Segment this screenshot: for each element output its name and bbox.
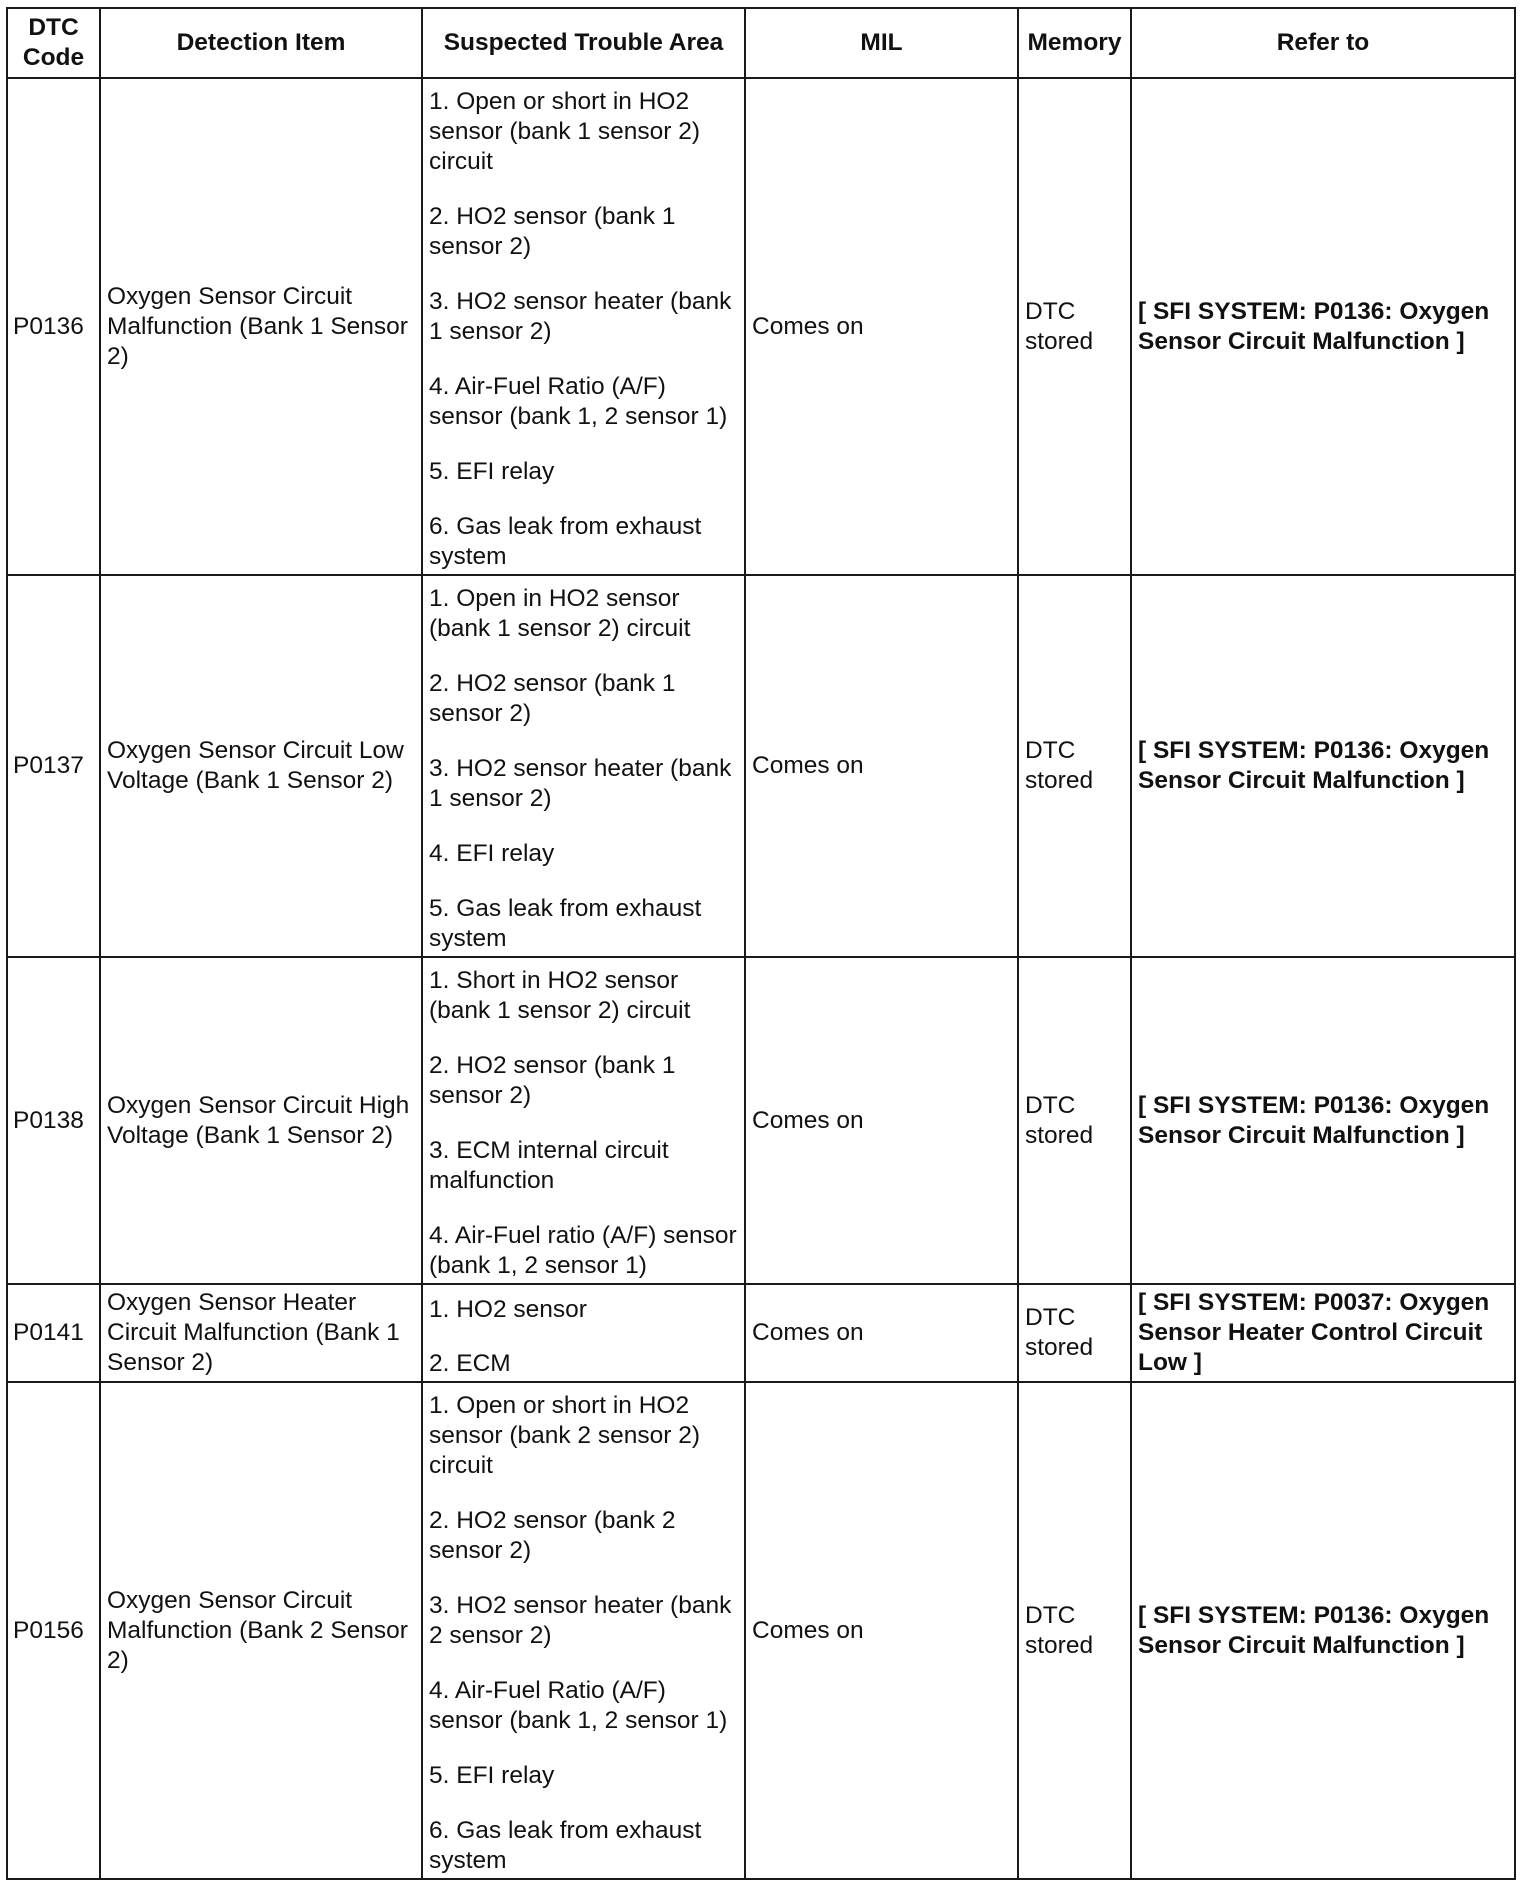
trouble-area-item: 5. Gas leak from exhaust system (429, 895, 702, 952)
table-header-row (7, 8, 1515, 78)
refer-to-link[interactable]: [ SFI SYSTEM: P0037: Oxygen Sensor Heater Control Circuit Low ] (1131, 1284, 1515, 1382)
table-row (7, 575, 1515, 957)
trouble-area-item: 5. EFI relay (429, 1762, 555, 1789)
detection-item-cell: Oxygen Sensor Circuit Low Voltage (Bank 1 Sensor 2) (100, 575, 422, 957)
trouble-area-item: 1. HO2 sensor (429, 1296, 587, 1323)
table-row (7, 1382, 1515, 1879)
detection-item-cell: Oxygen Sensor Circuit High Voltage (Bank 1 Sensor 2) (100, 957, 422, 1284)
trouble-area-item: 5. EFI relay (429, 458, 555, 485)
memory-cell: DTC stored (1018, 575, 1131, 957)
trouble-area-cell (422, 575, 745, 957)
trouble-area-item: 6. Gas leak from exhaust system (429, 513, 702, 570)
trouble-area-item: 4. EFI relay (429, 840, 555, 867)
table-row (7, 957, 1515, 1284)
trouble-area-cell (422, 1382, 745, 1879)
mil-cell: Comes on (745, 1284, 1018, 1382)
header-refer-to: Refer to (1131, 8, 1515, 78)
header-mil: MIL (745, 8, 1018, 78)
trouble-area-cell (422, 78, 745, 575)
memory-cell: DTC stored (1018, 1382, 1131, 1879)
header-memory: Memory (1018, 8, 1131, 78)
memory-cell: DTC stored (1018, 957, 1131, 1284)
trouble-area-item: 3. HO2 sensor heater (bank 1 sensor 2) (429, 755, 732, 812)
memory-cell: DTC stored (1018, 1284, 1131, 1382)
trouble-area-item: 1. Open in HO2 sensor (bank 1 sensor 2) circuit (429, 585, 691, 642)
dtc-table-page (6, 7, 1514, 1880)
mil-cell: Comes on (745, 957, 1018, 1284)
trouble-area-item: 3. HO2 sensor heater (bank 1 sensor 2) (429, 288, 732, 345)
refer-to-link[interactable]: [ SFI SYSTEM: P0136: Oxygen Sensor Circuit Malfunction ] (1131, 78, 1515, 575)
mil-cell: Comes on (745, 78, 1018, 575)
trouble-area-item: 4. Air-Fuel ratio (A/F) sensor (bank 1, 2 sensor 1) (429, 1222, 737, 1279)
memory-cell: DTC stored (1018, 78, 1131, 575)
trouble-area-item: 1. Open or short in HO2 sensor (bank 1 sensor 2) circuit (429, 88, 700, 175)
table-row (7, 1284, 1515, 1382)
refer-to-link[interactable]: [ SFI SYSTEM: P0136: Oxygen Sensor Circuit Malfunction ] (1131, 575, 1515, 957)
trouble-area-item: 1. Short in HO2 sensor (bank 1 sensor 2) circuit (429, 967, 691, 1024)
header-detection-item: Detection Item (100, 8, 422, 78)
trouble-area-item: 2. HO2 sensor (bank 1 sensor 2) (429, 203, 676, 260)
trouble-area-item: 2. HO2 sensor (bank 2 sensor 2) (429, 1507, 676, 1564)
trouble-area-cell (422, 1284, 745, 1382)
trouble-area-item: 2. HO2 sensor (bank 1 sensor 2) (429, 1052, 676, 1109)
trouble-area-item: 3. ECM internal circuit malfunction (429, 1137, 669, 1194)
dtc-code-cell: P0141 (7, 1284, 100, 1382)
trouble-area-item: 4. Air-Fuel Ratio (A/F) sensor (bank 1, 2 sensor 1) (429, 373, 728, 430)
mil-cell: Comes on (745, 1382, 1018, 1879)
dtc-code-cell: P0138 (7, 957, 100, 1284)
table-row (7, 78, 1515, 575)
refer-to-link[interactable]: [ SFI SYSTEM: P0136: Oxygen Sensor Circuit Malfunction ] (1131, 1382, 1515, 1879)
trouble-area-item: 6. Gas leak from exhaust system (429, 1817, 702, 1874)
detection-item-cell: Oxygen Sensor Heater Circuit Malfunction (Bank 1 Sensor 2) (100, 1284, 422, 1382)
dtc-code-cell: P0136 (7, 78, 100, 575)
trouble-area-item: 3. HO2 sensor heater (bank 2 sensor 2) (429, 1592, 732, 1649)
trouble-area-cell (422, 957, 745, 1284)
trouble-area-item: 1. Open or short in HO2 sensor (bank 2 sensor 2) circuit (429, 1392, 700, 1479)
header-suspected-trouble-area: Suspected Trouble Area (422, 8, 745, 78)
dtc-code-cell: P0137 (7, 575, 100, 957)
detection-item-cell: Oxygen Sensor Circuit Malfunction (Bank 1 Sensor 2) (100, 78, 422, 575)
trouble-area-item: 2. ECM (429, 1350, 511, 1377)
trouble-area-item: 2. HO2 sensor (bank 1 sensor 2) (429, 670, 676, 727)
detection-item-cell: Oxygen Sensor Circuit Malfunction (Bank 2 Sensor 2) (100, 1382, 422, 1879)
refer-to-link[interactable]: [ SFI SYSTEM: P0136: Oxygen Sensor Circuit Malfunction ] (1131, 957, 1515, 1284)
dtc-table (6, 7, 1516, 1880)
trouble-area-item: 4. Air-Fuel Ratio (A/F) sensor (bank 1, 2 sensor 1) (429, 1677, 728, 1734)
header-dtc-code: DTC Code (7, 8, 100, 78)
mil-cell: Comes on (745, 575, 1018, 957)
dtc-code-cell: P0156 (7, 1382, 100, 1879)
